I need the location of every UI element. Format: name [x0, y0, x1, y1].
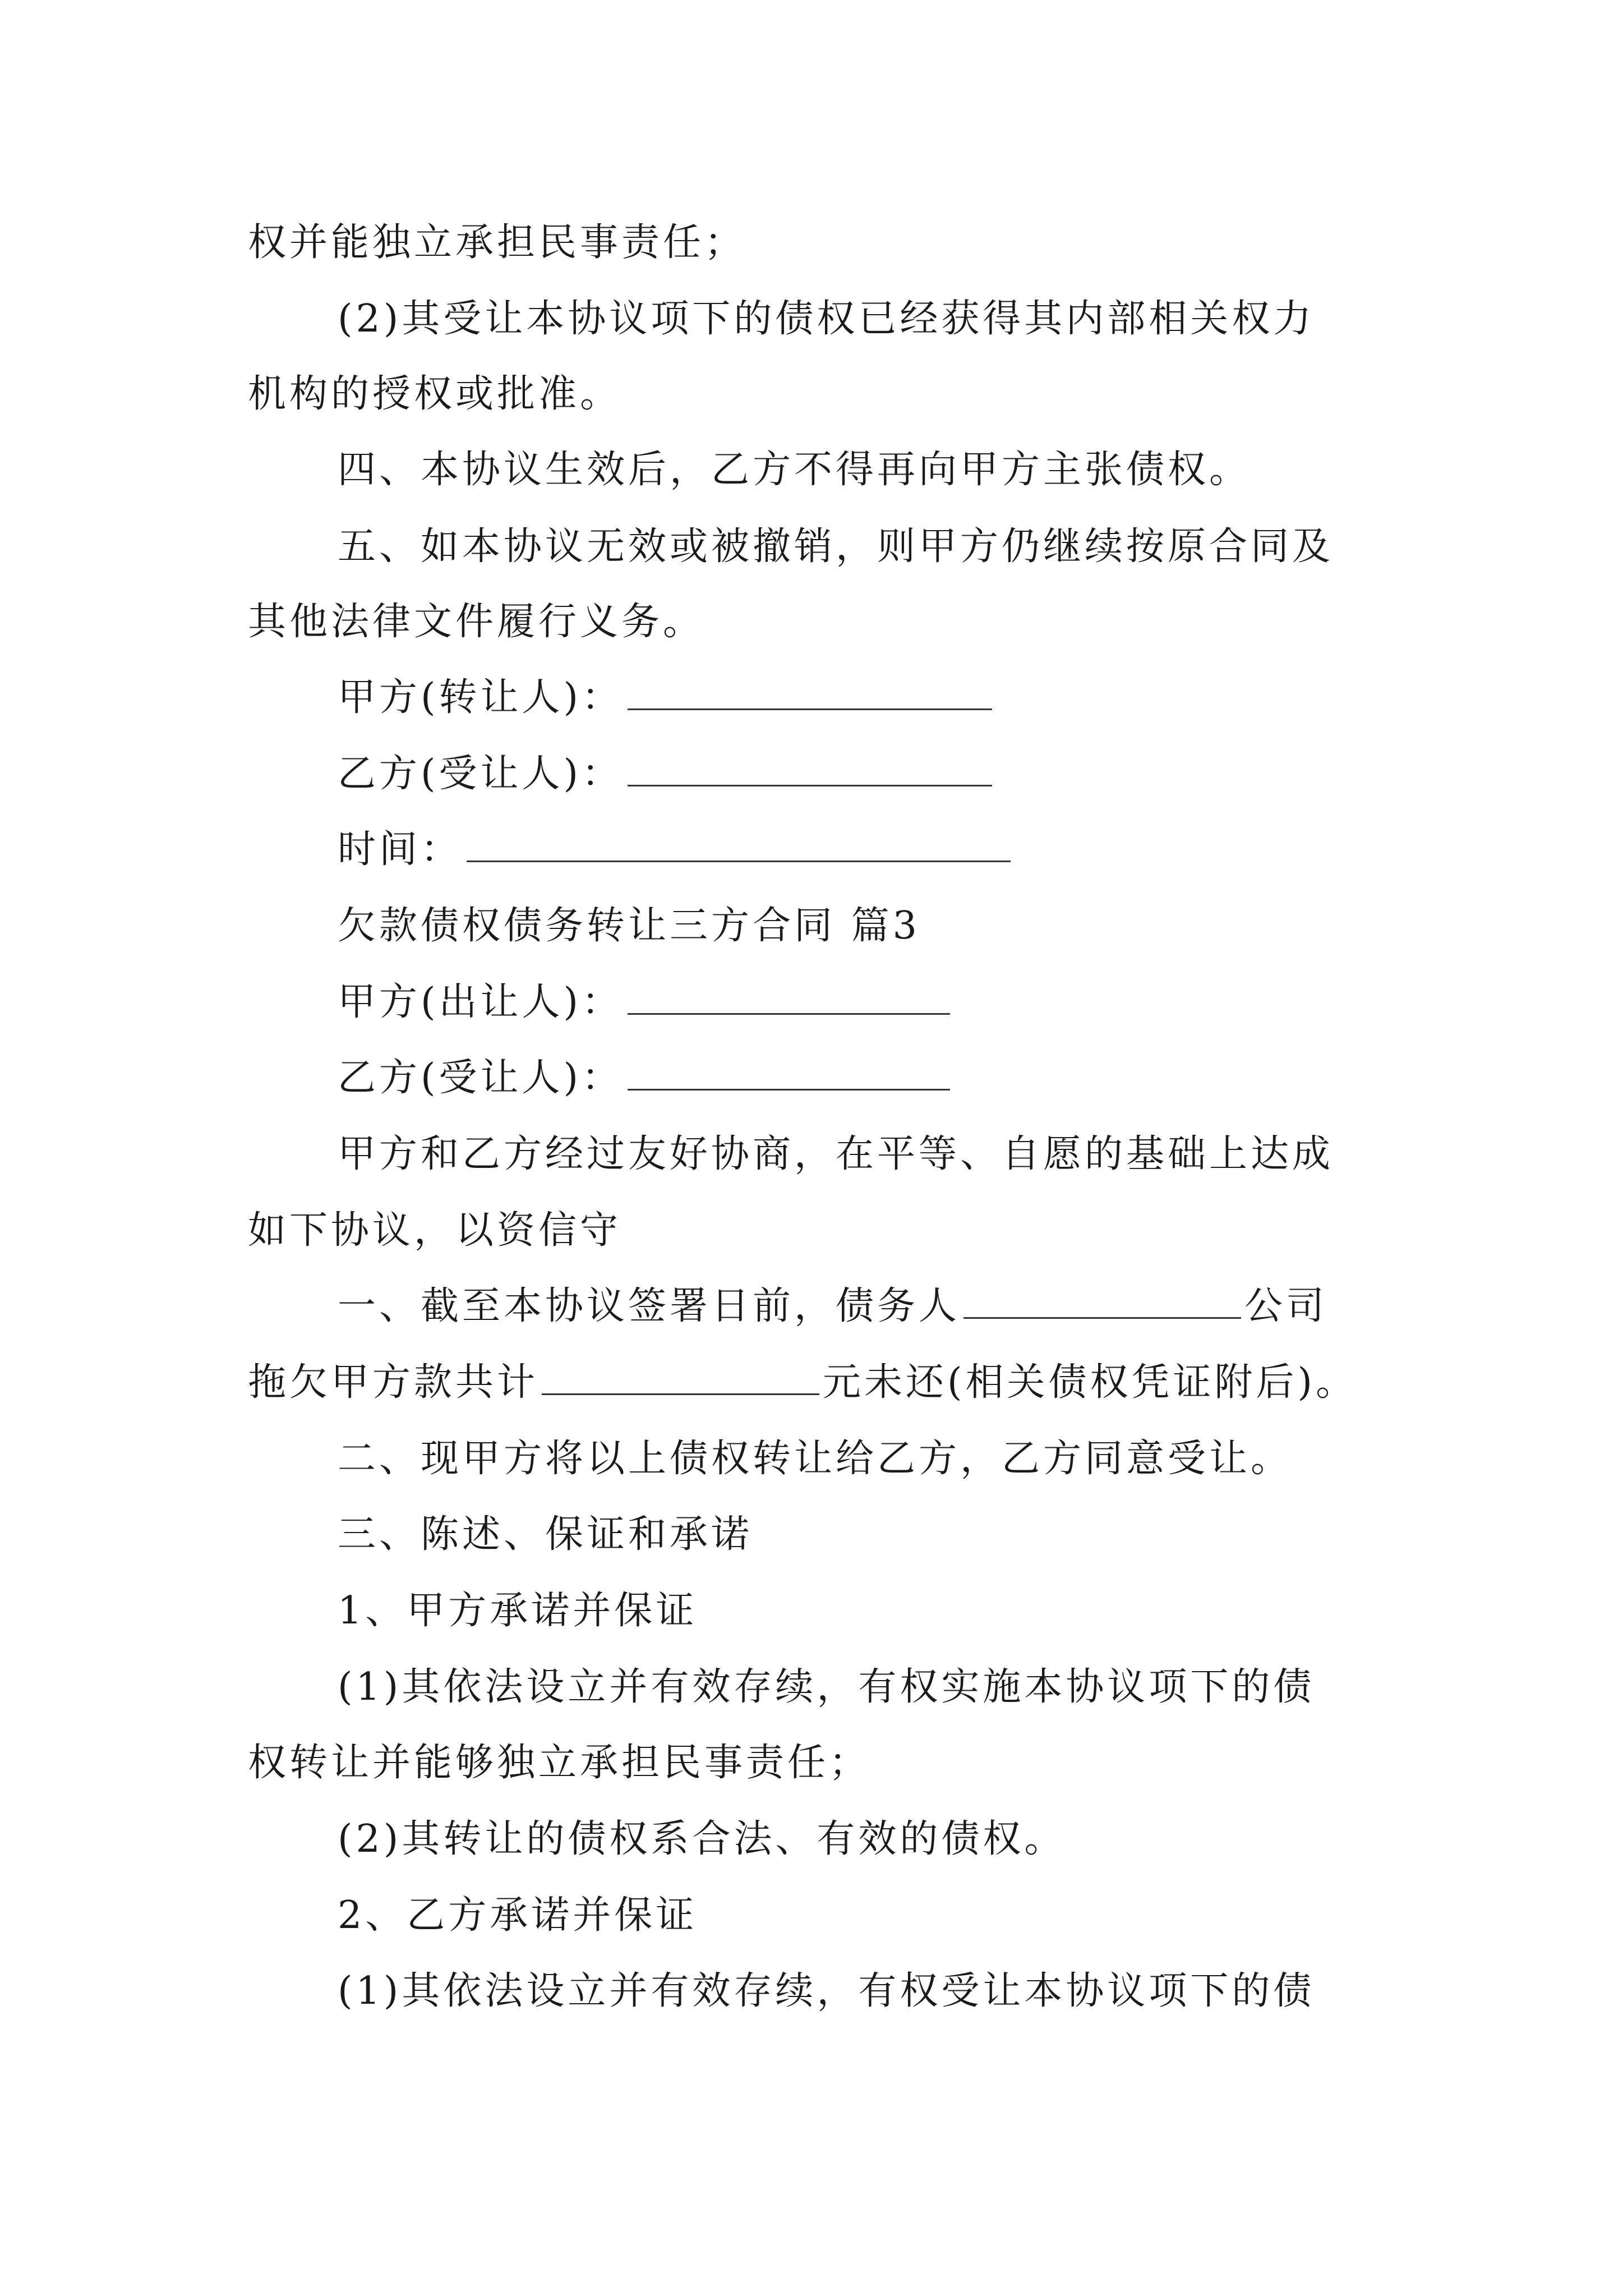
clause-text: 公司: [1244, 1284, 1328, 1328]
clause-text: 一、截至本协议签署日前，债务人: [338, 1284, 961, 1328]
clause-text: 拖欠甲方款共计: [248, 1360, 539, 1405]
paragraph-line: 2、乙方承诺并保证: [338, 1893, 698, 1938]
paragraph-line: 甲方和乙方经过友好协商，在平等、自愿的基础上达成: [338, 1132, 1334, 1176]
paragraph-line: (2)其受让本协议项下的债权已经获得其内部相关权力: [338, 297, 1315, 341]
debtor-blank[interactable]: [963, 1282, 1241, 1319]
paragraph-line: 权并能独立承担民事责任；: [248, 220, 746, 265]
paragraph-line: 三、陈述、保证和承诺: [338, 1512, 753, 1557]
party-label: 乙方(受让人)：: [338, 1056, 624, 1100]
party-line-transferor: [338, 976, 950, 1029]
date-blank[interactable]: [467, 826, 1011, 862]
clause-amount-line: [248, 1356, 1357, 1410]
paragraph-line: 1、甲方承诺并保证: [338, 1589, 698, 1633]
paragraph-line: (2)其转让的债权系合法、有效的债权。: [338, 1817, 1066, 1861]
signature-label: 甲方(转让人)：: [338, 675, 624, 720]
signature-blank[interactable]: [628, 750, 992, 786]
paragraph-line: (1)其依法设立并有效存续，有权实施本协议项下的债: [338, 1665, 1315, 1709]
section-title: 欠款债权债务转让三方合同 篇3: [338, 904, 920, 948]
signature-blank[interactable]: [628, 674, 992, 710]
signature-line-party-b: [338, 747, 992, 801]
party-label: 甲方(出让人)：: [338, 980, 624, 1024]
signature-label: 时间：: [338, 827, 463, 872]
paragraph-line: (1)其依法设立并有效存续，有权受让本协议项下的债: [338, 1969, 1315, 2013]
paragraph-line: 其他法律文件履行义务。: [248, 600, 705, 644]
paragraph-line: 权转让并能够独立承担民事责任；: [248, 1741, 871, 1785]
party-line-transferee: [338, 1051, 950, 1105]
paragraph-line: 四、本协议生效后，乙方不得再向甲方主张债权。: [338, 448, 1251, 492]
party-blank[interactable]: [628, 1054, 950, 1091]
paragraph-line: 机构的授权或批准。: [248, 372, 622, 416]
signature-line-party-a: [338, 671, 992, 725]
party-blank[interactable]: [628, 978, 950, 1015]
signature-label: 乙方(受让人)：: [338, 752, 624, 796]
clause-debtor-line: [338, 1280, 1327, 1333]
paragraph-line: 二、现甲方将以上债权转让给乙方，乙方同意受让。: [338, 1437, 1293, 1481]
paragraph-line: 如下协议，以资信守: [248, 1208, 622, 1253]
clause-text: 元未还(相关债权凭证附后)。: [823, 1360, 1358, 1405]
signature-line-date: [338, 823, 1011, 877]
paragraph-line: 五、如本协议无效或被撤销，则甲方仍继续按原合同及: [338, 524, 1334, 569]
amount-blank[interactable]: [542, 1359, 819, 1395]
